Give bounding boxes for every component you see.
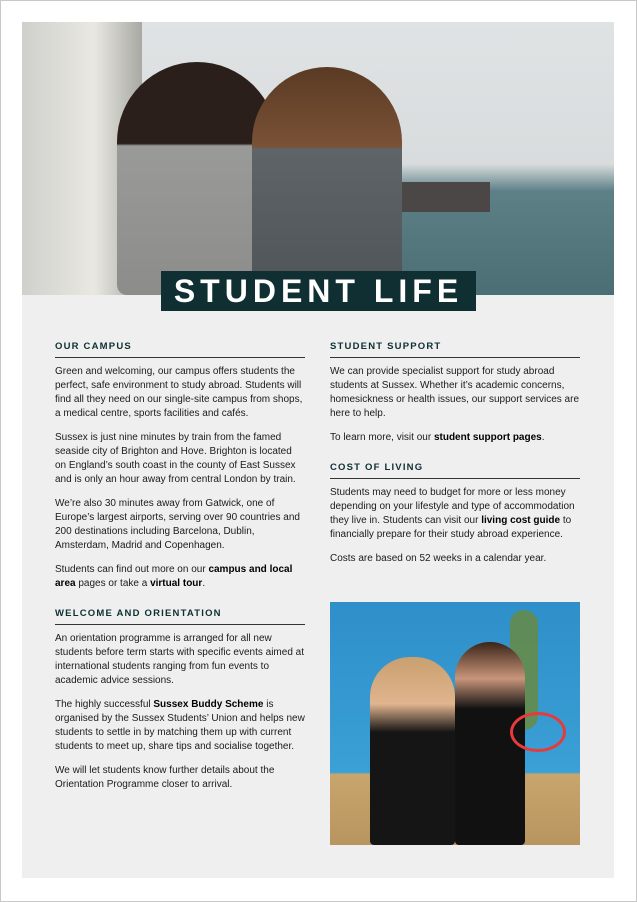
paragraph: An orientation programme is arranged for all new students before term starts with specific events aimed at international students ranging from fun events to academic advice sessions.: [55, 633, 304, 686]
paragraph: We can provide specialist support for study abroad students at Sussex. Whether it’s academic concerns, homesickness or health issues, our support services are here to help.: [330, 366, 580, 419]
section-heading: COST OF LIVING: [330, 461, 580, 479]
text: pages or take a: [75, 578, 151, 589]
buddy-scheme-emphasis: Sussex Buddy Scheme: [153, 699, 264, 710]
text: .: [541, 432, 545, 443]
paragraph: [330, 486, 580, 542]
badminton-photo: [330, 602, 580, 845]
text: Students may need to budget for more or less money depending on your lifestyle and type of accommodation they live in. Students can visit our: [330, 487, 575, 526]
paragraph: [55, 698, 305, 754]
section-heading: OUR CAMPUS: [55, 340, 305, 358]
badminton-racket: [510, 712, 566, 752]
student-figure: [252, 67, 402, 295]
our-campus-section: [55, 340, 305, 591]
text: The highly successful: [55, 699, 154, 710]
page-title-banner: [161, 271, 476, 311]
section-heading: STUDENT SUPPORT: [330, 340, 580, 358]
left-column: [55, 340, 305, 802]
text: is organised by the Sussex Students’ Union and helps new students to settle in by matching them up with current students to meet up, share tips and socialise together.: [55, 699, 305, 752]
page-title: STUDENT LIFE: [173, 272, 464, 309]
paragraph: [55, 563, 305, 591]
virtual-tour-link[interactable]: virtual tour: [150, 578, 203, 589]
text: to financially prepare for their study abroad experience.: [330, 515, 572, 540]
student-support-pages-link[interactable]: student support pages: [433, 432, 542, 443]
student-support-section: [330, 340, 580, 445]
welcome-orientation-section: [55, 607, 305, 792]
cost-of-living-section: [330, 461, 580, 566]
paragraph: Costs are based on 52 weeks in a calendar year.: [330, 553, 547, 564]
paragraph: We will let students know further details about the Orientation Programme closer to arrival.: [55, 765, 275, 790]
hero-photo-students-at-seafront: [22, 22, 614, 295]
paragraph: Sussex is just nine minutes by train from the famed seaside city of Brighton and Hove. Brighton is located on England’s south coast in the county of East Sussex and is only an hour away from central London by train.: [55, 432, 296, 485]
text: .: [202, 578, 206, 589]
text: To learn more, visit our: [330, 432, 434, 443]
living-cost-guide-link[interactable]: living cost guide: [481, 515, 561, 526]
section-heading: WELCOME AND ORIENTATION: [55, 607, 305, 625]
paragraph: We’re also 30 minutes away from Gatwick, one of Europe’s largest airports, serving over 90 countries and 200 destinations including Barcelona, Dublin, Amsterdam, Madrid and Copenhagen.: [55, 498, 300, 551]
paragraph: [330, 431, 580, 445]
right-column: [330, 340, 580, 576]
campus-local-area-link[interactable]: campus and local area: [55, 564, 293, 589]
text: Students can find out more on our: [55, 564, 209, 575]
paragraph: Green and welcoming, our campus offers students the perfect, safe environment to study abroad. Students will find all they need on our single-site campus from shops, a medical centre, sports facilities and cafés.: [55, 366, 303, 419]
student-figure: [370, 657, 455, 845]
